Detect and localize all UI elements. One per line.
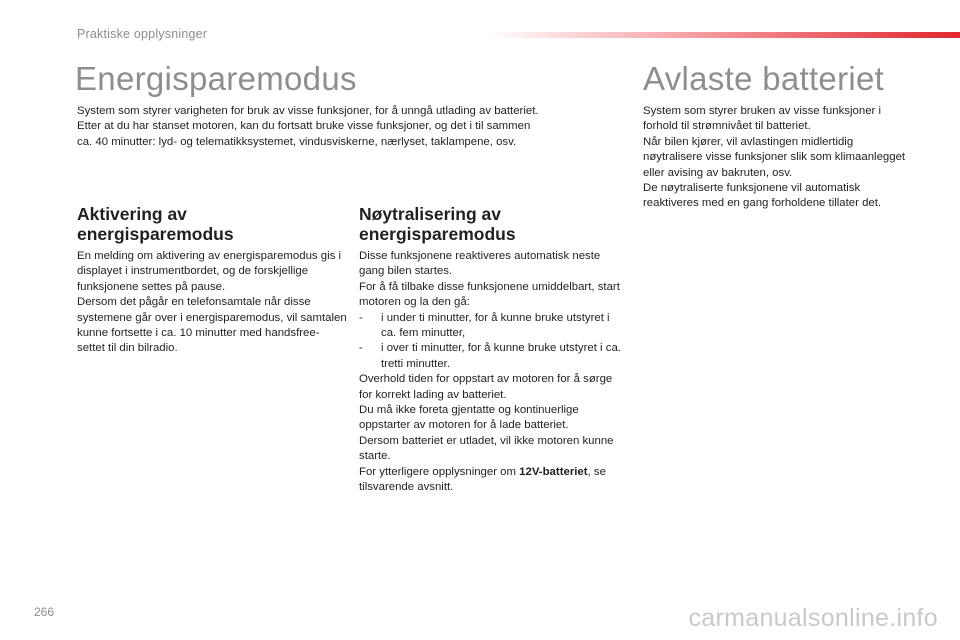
battery-relief-title: Avlaste batteriet xyxy=(643,60,885,97)
dash-bullet: - xyxy=(359,311,363,324)
neutralization-paragraph: Du må ikke foreta gjentatte og kontinuerlige oppstarter av motoren for å lade batteriet. xyxy=(359,404,579,432)
list-item xyxy=(359,311,625,342)
neutralization-heading-line2: energisparemodus xyxy=(359,224,516,244)
list-item-text: i under ti minutter, for å kunne bruke utstyret i ca. fem minutter, xyxy=(381,311,610,340)
reference-text-after: , se tilsvarende avsnitt. xyxy=(359,465,606,494)
intro-line: System som styrer varigheten for bruk av visse funksjoner, for å unngå utlading av batteriet. xyxy=(77,105,539,117)
neutralization-paragraph: Dersom batteriet er utladet, vil ikke motoren kunne starte. xyxy=(359,434,614,463)
intro-line: ca. 40 minutter: lyd- og telematikksystemet, vindusviskerne, nærlyset, taklampene, osv. xyxy=(77,135,517,148)
neutralization-paragraph: Disse funksjonene reaktiveres automatisk neste gang bilen startes. xyxy=(359,250,601,278)
watermark: carmanualsonline.info xyxy=(688,604,938,632)
battery-relief-paragraph: System som styrer bruken av visse funksjoner i forhold til strømnivået til batteriet. xyxy=(643,105,882,133)
battery-reference: 12V-batteriet xyxy=(519,465,588,478)
neutralization-text xyxy=(359,249,625,496)
energy-saving-intro xyxy=(77,104,597,150)
activation-paragraph: En melding om aktivering av energisparemodus gis i displayet i instrumentbordet, og de forskjellige funksjonene settes på pause. xyxy=(77,250,342,293)
dash-bullet: - xyxy=(359,342,363,355)
activation-heading xyxy=(77,204,347,244)
activation-text xyxy=(77,249,347,357)
section-label: Praktiske opplysninger xyxy=(77,27,208,41)
list-item xyxy=(359,341,625,372)
energy-saving-title: Energisparemodus xyxy=(75,60,357,97)
reference-text-before: For ytterligere opplysninger om xyxy=(359,465,520,478)
activation-heading-line1: Aktivering av xyxy=(77,204,187,224)
activation-paragraph: Dersom det pågår en telefonsamtale når disse systemene går over i energisparemodus, vil samtalen kunne fortsette i ca. 10 minutter med handsfree-settet til din bilradio. xyxy=(77,296,347,355)
neutralization-paragraph: For å få tilbake disse funksjonene umiddelbart, start motoren og la den gå: xyxy=(359,280,620,309)
intro-line: Etter at du har stanset motoren, kan du fortsatt bruke visse funksjoner, og det i til sammen xyxy=(77,120,531,133)
list-item-text: i over ti minutter, for å kunne bruke utstyret i ca. tretti minutter. xyxy=(381,342,621,370)
battery-relief-text xyxy=(643,104,908,212)
page-number: 266 xyxy=(34,605,55,619)
battery-relief-paragraph: Når bilen kjører, vil avlastingen midlertidig nøytralisere visse funksjoner slik som klimaanlegget eller avising av bakruten, osv. xyxy=(643,135,906,179)
header-accent-bar xyxy=(488,32,960,38)
neutralization-heading xyxy=(359,204,629,244)
neutralization-heading-line1: Nøytralisering av xyxy=(359,204,501,224)
battery-relief-paragraph: De nøytraliserte funksjonene vil automatisk reaktiveres med en gang forholdene tillater det. xyxy=(643,182,882,210)
neutralization-paragraph xyxy=(359,465,625,496)
activation-heading-line2: energisparemodus xyxy=(77,224,234,244)
neutralization-paragraph: Overhold tiden for oppstart av motoren for å sørge for korrekt lading av batteriet. xyxy=(359,373,613,401)
